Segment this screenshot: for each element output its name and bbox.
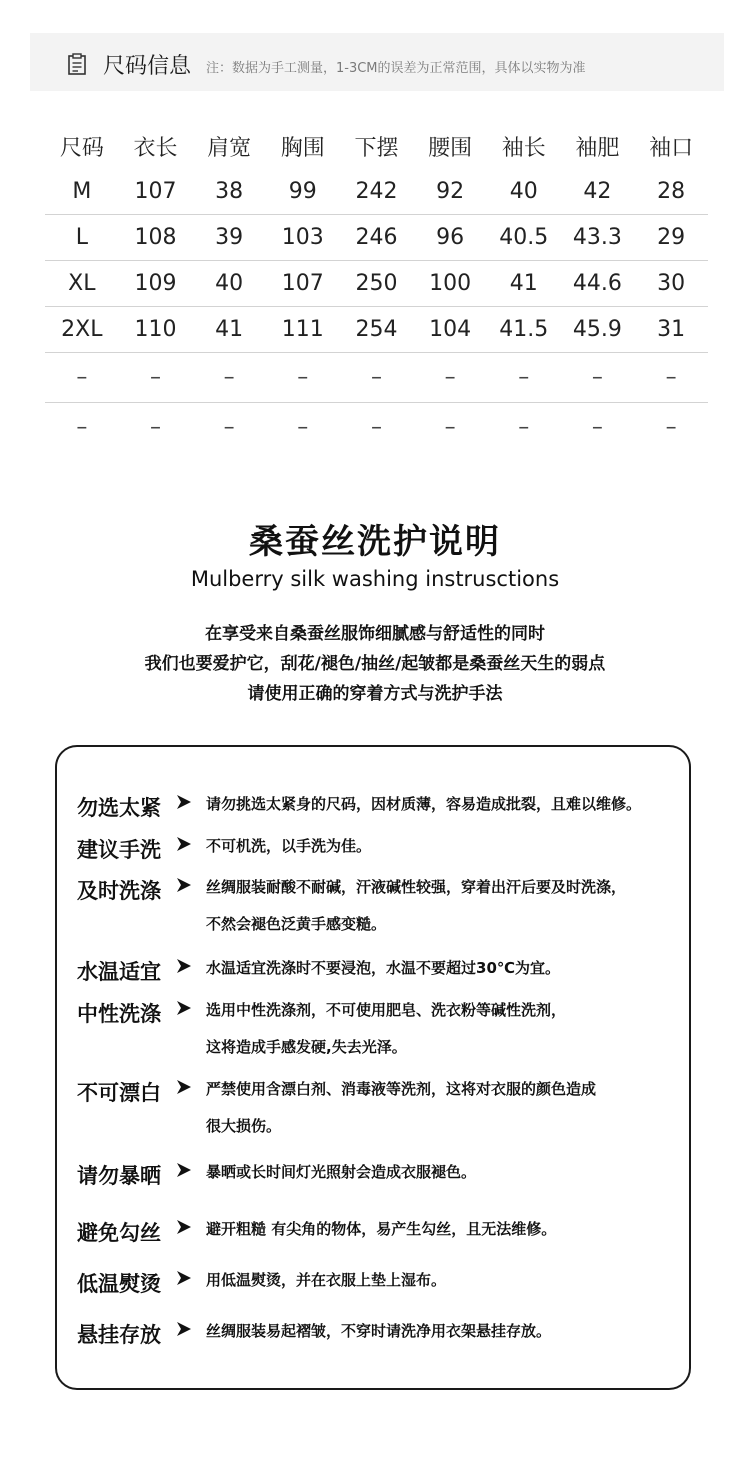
table-cell: 40.5 [487, 215, 561, 261]
table-cell: 44.6 [561, 261, 635, 307]
table-cell: 39 [192, 215, 266, 261]
table-cell: – [340, 353, 414, 403]
size-label-cell: – [45, 353, 119, 403]
care-instructions-box [55, 745, 691, 1390]
care-intro-line: 我们也要爱护它，刮花/褪色/抽丝/起皱都是桑蚕丝天生的弱点 [144, 654, 606, 674]
table-header-row [45, 124, 708, 169]
care-description-line: 不可机洗，以手洗为佳。 [206, 837, 372, 855]
table-cell: – [413, 403, 487, 453]
care-item-description [206, 1154, 476, 1191]
table-cell: 38 [215, 179, 244, 204]
size-label-cell: L [45, 215, 119, 261]
table-cell: 42 [583, 179, 612, 204]
table-row [45, 403, 708, 453]
table-cell: – [487, 353, 561, 403]
table-row [45, 261, 708, 307]
size-info-title: 尺码信息 [103, 54, 192, 79]
table-row [45, 353, 708, 403]
table-cell: – [266, 403, 340, 453]
table-cell: 104 [413, 307, 487, 353]
table-cell: 28 [657, 179, 686, 204]
column-header: 尺码 [59, 136, 104, 161]
care-intro [0, 619, 750, 709]
care-description-line: 丝绸服装易起褶皱，不穿时请洗净用衣架悬挂存放。 [206, 1322, 552, 1340]
table-cell: – [634, 403, 708, 453]
arrow-right-icon [176, 958, 192, 974]
table-cell: 41 [192, 307, 266, 353]
care-item-heading: 水温适宜 [77, 960, 161, 984]
column-header: 胸围 [280, 136, 325, 161]
care-item-description [206, 950, 560, 987]
table-cell: 111 [266, 307, 340, 353]
care-item-description [206, 869, 626, 943]
care-description-line: 用低温熨烫，并在衣服上垫上湿布。 [206, 1271, 447, 1289]
table-cell: – [192, 353, 266, 403]
care-item-description [206, 1262, 446, 1299]
arrow-right-icon [176, 1162, 192, 1178]
care-item-heading: 不可漂白 [77, 1081, 161, 1105]
care-item-heading: 低温熨烫 [77, 1272, 161, 1296]
care-item-description [206, 1313, 551, 1350]
care-item-description [206, 1071, 596, 1145]
care-item-description [206, 1211, 556, 1248]
care-item-heading: 及时洗涤 [77, 879, 161, 903]
table-cell: 92 [436, 179, 465, 204]
column-header: 肩宽 [207, 136, 252, 161]
care-item-heading: 中性洗涤 [77, 1002, 161, 1026]
table-cell: – [561, 403, 635, 453]
table-cell: 103 [266, 215, 340, 261]
table-cell: 45.9 [561, 307, 635, 353]
table-cell: – [340, 403, 414, 453]
arrow-right-icon [176, 794, 192, 810]
size-label-cell: M [72, 179, 92, 204]
column-header: 衣长 [133, 136, 178, 161]
measurement-note: 注：数据为手工测量，1-3CM的误差为正常范围，具体以实物为准 [206, 61, 586, 76]
table-cell: – [413, 353, 487, 403]
size-label-cell: 2XL [45, 307, 119, 353]
size-table [45, 124, 708, 452]
table-cell: 107 [266, 261, 340, 307]
table-row [45, 307, 708, 353]
size-info-header [30, 33, 724, 91]
arrow-right-icon [176, 877, 192, 893]
table-cell: 100 [413, 261, 487, 307]
arrow-right-icon [176, 836, 192, 852]
care-description-line: 水温适宜洗涤时不要浸泡，水温不要超过30℃为宜。 [206, 959, 561, 977]
column-header: 袖肥 [575, 136, 620, 161]
table-cell: 41 [487, 261, 561, 307]
table-cell: 109 [119, 261, 193, 307]
care-item-description [206, 828, 371, 865]
table-cell: – [487, 403, 561, 453]
table-row [45, 169, 708, 215]
size-label-cell: XL [45, 261, 119, 307]
table-cell: – [119, 353, 193, 403]
care-description-line: 暴晒或长时间灯光照射会造成衣服褪色。 [206, 1163, 477, 1181]
arrow-right-icon [176, 1079, 192, 1095]
table-cell: 110 [119, 307, 193, 353]
column-header: 下摆 [354, 136, 399, 161]
care-description-line: 这将造成手感发硬,失去光泽。 [206, 1038, 407, 1056]
column-header: 袖长 [501, 136, 546, 161]
table-cell: 254 [340, 307, 414, 353]
care-item-heading: 勿选太紧 [77, 796, 161, 820]
table-cell: 96 [413, 215, 487, 261]
care-intro-line: 在享受来自桑蚕丝服饰细腻感与舒适性的同时 [205, 624, 545, 644]
table-cell: 31 [634, 307, 708, 353]
table-cell: – [192, 403, 266, 453]
table-cell: 242 [355, 179, 398, 204]
arrow-right-icon [176, 1270, 192, 1286]
table-cell: – [266, 353, 340, 403]
care-description-line: 很大损伤。 [206, 1117, 282, 1135]
table-cell: 29 [634, 215, 708, 261]
table-cell: 250 [340, 261, 414, 307]
document-list-icon [68, 53, 86, 75]
table-cell: 108 [119, 215, 193, 261]
column-header: 袖口 [649, 136, 694, 161]
care-item-heading: 避免勾丝 [77, 1221, 161, 1245]
table-cell: 41.5 [487, 307, 561, 353]
care-description-line: 不然会褪色泛黄手感变糙。 [206, 915, 387, 933]
care-intro-line: 请使用正确的穿着方式与洗护手法 [247, 684, 503, 704]
table-cell: 43.3 [561, 215, 635, 261]
arrow-right-icon [176, 1219, 192, 1235]
care-description-line: 请勿挑选太紧身的尺码，因材质薄，容易造成批裂，且难以维修。 [206, 795, 642, 813]
care-item-heading: 悬挂存放 [77, 1323, 161, 1347]
column-header: 腰围 [428, 136, 473, 161]
care-item-heading: 请勿暴晒 [77, 1164, 161, 1188]
table-cell: 40 [192, 261, 266, 307]
care-item-heading: 建议手洗 [77, 838, 161, 862]
care-description-line: 避开粗糙 有尖角的物体，易产生勾丝，且无法维修。 [206, 1220, 557, 1238]
care-description-line: 选用中性洗涤剂，不可使用肥皂、洗衣粉等碱性洗剂， [206, 1001, 567, 1019]
table-cell: – [561, 353, 635, 403]
table-cell: 246 [340, 215, 414, 261]
arrow-right-icon [176, 1321, 192, 1337]
table-cell: 99 [288, 179, 317, 204]
table-cell: 40 [509, 179, 538, 204]
table-cell: – [119, 403, 193, 453]
care-description-line: 丝绸服装耐酸不耐碱，汗液碱性较强，穿着出汗后要及时洗涤， [206, 878, 627, 896]
care-item-description [206, 786, 641, 823]
table-cell: 30 [634, 261, 708, 307]
care-subtitle: Mulberry silk washing instrusctions [190, 567, 560, 591]
care-title: 桑蚕丝洗护说明 [249, 522, 501, 562]
size-label-cell: – [45, 403, 119, 453]
table-cell: 107 [134, 179, 177, 204]
table-row [45, 215, 708, 261]
arrow-right-icon [176, 1000, 192, 1016]
care-description-line: 严禁使用含漂白剂、消毒液等洗剂，这将对衣服的颜色造成 [206, 1080, 597, 1098]
table-cell: – [634, 353, 708, 403]
care-item-description [206, 992, 566, 1066]
